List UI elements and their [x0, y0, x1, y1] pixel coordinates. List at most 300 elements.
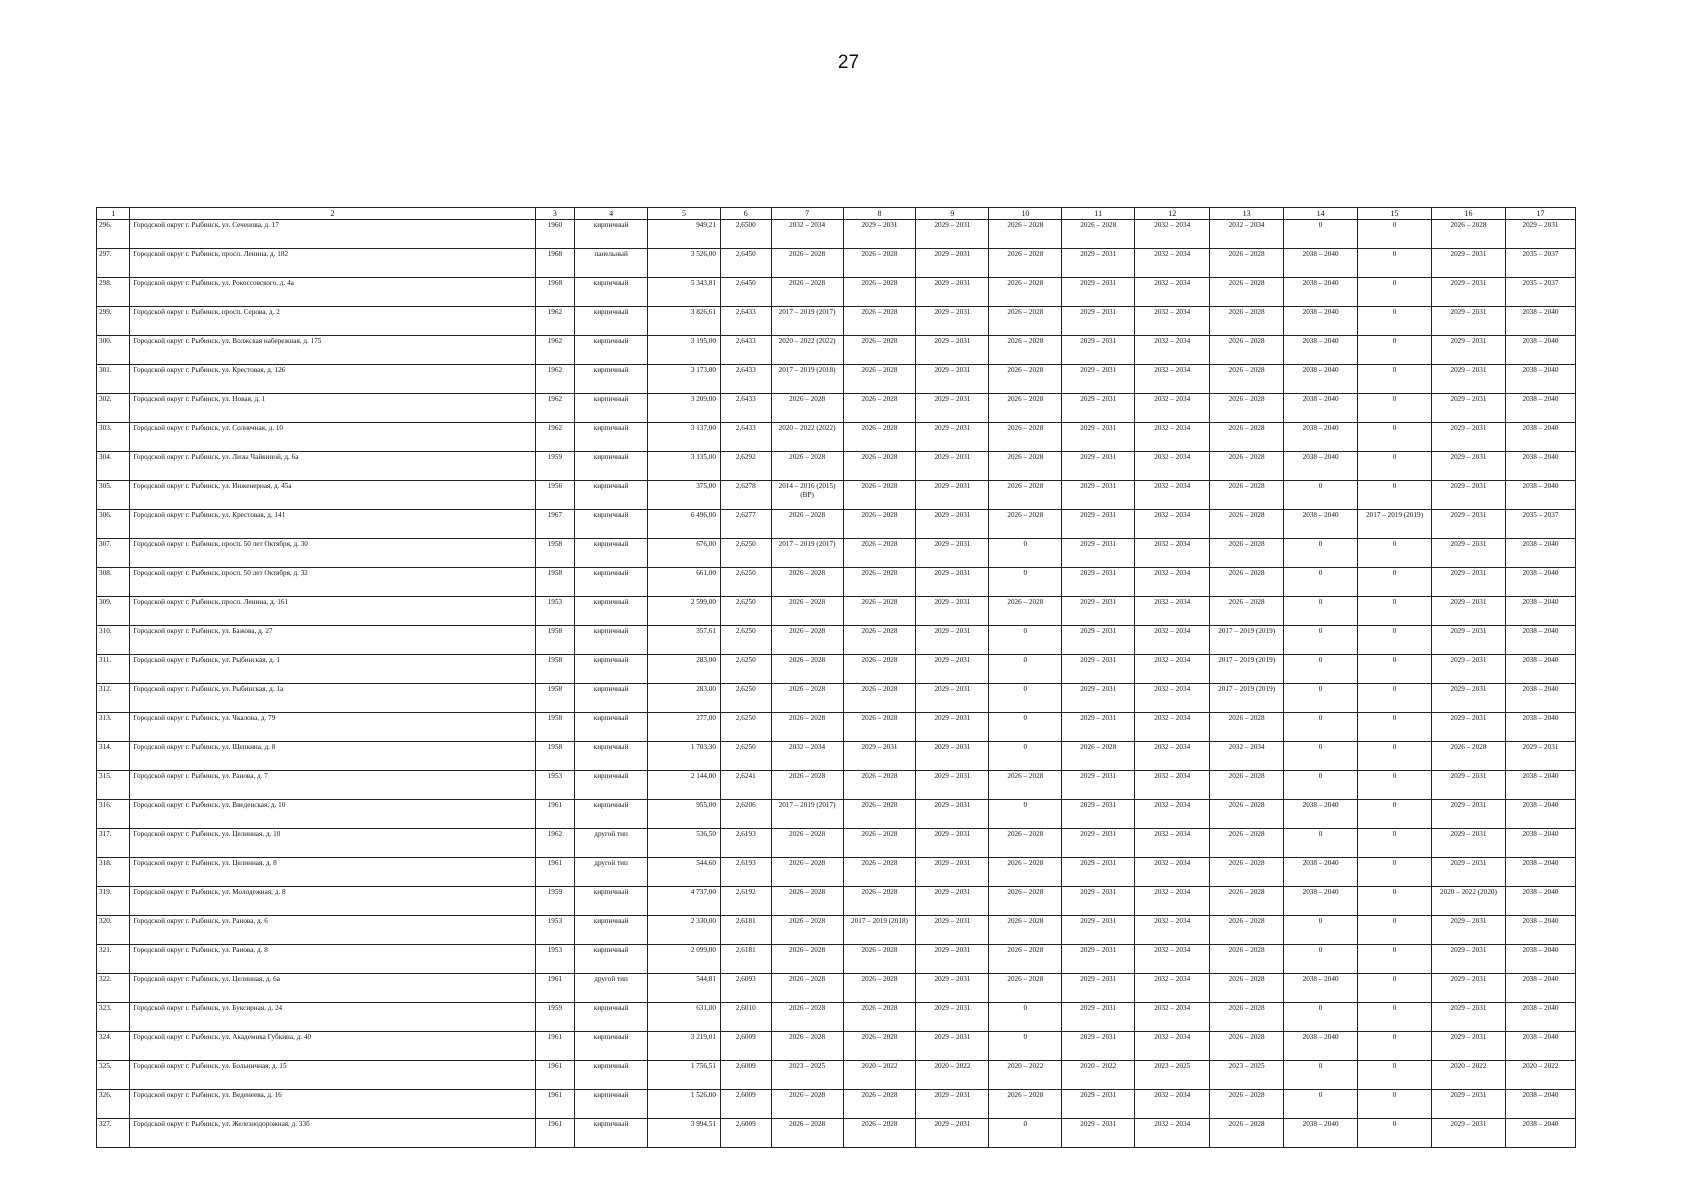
table-cell-col-9: 2029 – 2031: [916, 742, 989, 771]
table-row: [97, 800, 1576, 829]
table-cell-col-14: 0: [1284, 539, 1358, 568]
table-cell-col-9: 2029 – 2031: [916, 452, 989, 481]
table-cell-col-17: 2038 – 2040: [1505, 684, 1575, 713]
table-cell-col-4: кирпичный: [575, 626, 648, 655]
table-cell-col-2: Городской округ г. Рыбинск, ул. Рыбинская, д. 1: [130, 655, 535, 684]
table-cell-col-5: 3 994,51: [648, 1119, 721, 1148]
table-cell-col-7: 2017 – 2019 (2017): [771, 800, 843, 829]
table-cell-col-15: 0: [1358, 365, 1432, 394]
table-cell-col-15: 0: [1358, 626, 1432, 655]
table-cell-col-16: 2029 – 2031: [1431, 510, 1505, 539]
table-cell-col-8: 2026 – 2028: [843, 858, 916, 887]
table-cell-col-7: 2032 – 2034: [771, 742, 843, 771]
table-cell-col-7: 2026 – 2028: [771, 684, 843, 713]
table-cell-col-8: 2026 – 2028: [843, 829, 916, 858]
housing-register-table: [96, 207, 1576, 1148]
table-cell-col-12: 2032 – 2034: [1135, 452, 1210, 481]
table-cell-col-6: 2,6009: [720, 1119, 771, 1148]
table-cell-col-5: 357,61: [648, 626, 721, 655]
table-cell-col-13: 2026 – 2028: [1210, 539, 1284, 568]
table-cell-col-2: Городской округ г. Рыбинск, просп. 50 лет Октября, д. 32: [130, 568, 535, 597]
table-cell-col-8: 2026 – 2028: [843, 336, 916, 365]
table-cell-col-1: 323.: [97, 1003, 130, 1032]
table-cell-col-10: 0: [989, 800, 1062, 829]
table-cell-col-5: 3 209,00: [648, 394, 721, 423]
table-cell-col-10: 2026 – 2028: [989, 365, 1062, 394]
table-cell-col-6: 2,6250: [720, 655, 771, 684]
table-cell-col-1: 307.: [97, 539, 130, 568]
table-cell-col-14: 0: [1284, 742, 1358, 771]
table-cell-col-5: 1 756,51: [648, 1061, 721, 1090]
table-cell-col-5: 277,00: [648, 713, 721, 742]
table-cell-col-13: 2026 – 2028: [1210, 1090, 1284, 1119]
table-cell-col-11: 2029 – 2031: [1062, 278, 1135, 307]
table-cell-col-7: 2026 – 2028: [771, 829, 843, 858]
table-cell-col-17: 2038 – 2040: [1505, 1003, 1575, 1032]
table-cell-col-4: другой тип: [575, 829, 648, 858]
table-cell-col-6: 2,6450: [720, 278, 771, 307]
table-cell-col-5: 661,00: [648, 568, 721, 597]
table-row: [97, 597, 1576, 626]
table-cell-col-6: 2,6433: [720, 423, 771, 452]
table-cell-col-10: 2026 – 2028: [989, 510, 1062, 539]
table-cell-col-4: кирпичный: [575, 771, 648, 800]
table-cell-col-10: 0: [989, 1032, 1062, 1061]
table-cell-col-6: 2,6250: [720, 597, 771, 626]
table-cell-col-1: 311.: [97, 655, 130, 684]
table-cell-col-9: 2029 – 2031: [916, 568, 989, 597]
table-cell-col-1: 327.: [97, 1119, 130, 1148]
table-cell-col-13: 2026 – 2028: [1210, 713, 1284, 742]
table-cell-col-17: 2038 – 2040: [1505, 858, 1575, 887]
table-cell-col-1: 321.: [97, 945, 130, 974]
table-cell-col-8: 2026 – 2028: [843, 452, 916, 481]
table-cell-col-15: 0: [1358, 655, 1432, 684]
table-cell-col-7: 2017 – 2019 (2017): [771, 539, 843, 568]
table-cell-col-5: 2 330,00: [648, 916, 721, 945]
table-cell-col-4: кирпичный: [575, 394, 648, 423]
table-cell-col-12: 2032 – 2034: [1135, 220, 1210, 249]
table-cell-col-6: 2,6450: [720, 249, 771, 278]
table-cell-col-10: 2026 – 2028: [989, 858, 1062, 887]
table-cell-col-10: 0: [989, 539, 1062, 568]
column-header-15: 15: [1358, 208, 1432, 220]
table-cell-col-10: 2020 – 2022: [989, 1061, 1062, 1090]
table-cell-col-17: 2029 – 2031: [1505, 220, 1575, 249]
table-cell-col-2: Городской округ г. Рыбинск, ул. Больничная, д. 15: [130, 1061, 535, 1090]
table-cell-col-11: 2029 – 2031: [1062, 597, 1135, 626]
table-cell-col-11: 2029 – 2031: [1062, 336, 1135, 365]
table-cell-col-4: кирпичный: [575, 684, 648, 713]
table-cell-col-14: 0: [1284, 684, 1358, 713]
table-cell-col-9: 2029 – 2031: [916, 771, 989, 800]
table-cell-col-12: 2032 – 2034: [1135, 800, 1210, 829]
table-cell-col-10: 0: [989, 1119, 1062, 1148]
table-cell-col-4: панельный: [575, 249, 648, 278]
table-cell-col-7: 2017 – 2019 (2018): [771, 365, 843, 394]
table-cell-col-1: 298.: [97, 278, 130, 307]
table-row: [97, 945, 1576, 974]
column-header-11: 11: [1062, 208, 1135, 220]
table-cell-col-1: 297.: [97, 249, 130, 278]
table-cell-col-7: 2026 – 2028: [771, 394, 843, 423]
table-cell-col-1: 320.: [97, 916, 130, 945]
table-cell-col-1: 310.: [97, 626, 130, 655]
table-cell-col-13: 2026 – 2028: [1210, 336, 1284, 365]
table-cell-col-7: 2026 – 2028: [771, 887, 843, 916]
table-cell-col-12: 2032 – 2034: [1135, 568, 1210, 597]
table-cell-col-1: 299.: [97, 307, 130, 336]
table-cell-col-6: 2,6250: [720, 626, 771, 655]
table-cell-col-4: кирпичный: [575, 452, 648, 481]
table-cell-col-16: 2029 – 2031: [1431, 655, 1505, 684]
table-cell-col-11: 2029 – 2031: [1062, 307, 1135, 336]
table-cell-col-17: 2038 – 2040: [1505, 597, 1575, 626]
table-cell-col-5: 6 496,00: [648, 510, 721, 539]
table-cell-col-2: Городской округ г. Рыбинск, ул. Буксирная, д. 24: [130, 1003, 535, 1032]
table-cell-col-13: 2026 – 2028: [1210, 1119, 1284, 1148]
table-cell-col-10: 2026 – 2028: [989, 220, 1062, 249]
table-cell-col-3: 1953: [535, 771, 575, 800]
table-cell-col-12: 2032 – 2034: [1135, 1119, 1210, 1148]
table-cell-col-13: 2026 – 2028: [1210, 858, 1284, 887]
table-cell-col-16: 2029 – 2031: [1431, 858, 1505, 887]
table-row: [97, 1119, 1576, 1148]
table-cell-col-12: 2032 – 2034: [1135, 974, 1210, 1003]
table-cell-col-6: 2,6292: [720, 452, 771, 481]
table-cell-col-6: 2,6433: [720, 394, 771, 423]
table-cell-col-16: 2020 – 2022: [1431, 1061, 1505, 1090]
table-row: [97, 278, 1576, 307]
table-cell-col-17: 2038 – 2040: [1505, 452, 1575, 481]
table-cell-col-16: 2029 – 2031: [1431, 597, 1505, 626]
table-cell-col-13: 2017 – 2019 (2019): [1210, 684, 1284, 713]
table-cell-col-15: 0: [1358, 713, 1432, 742]
table-cell-col-14: 0: [1284, 597, 1358, 626]
table-cell-col-10: 2026 – 2028: [989, 249, 1062, 278]
table-cell-col-1: 324.: [97, 1032, 130, 1061]
column-header-8: 8: [843, 208, 916, 220]
table-cell-col-6: 2,6010: [720, 1003, 771, 1032]
table-cell-col-3: 1961: [535, 1119, 575, 1148]
table-cell-col-13: 2017 – 2019 (2019): [1210, 626, 1284, 655]
table-cell-col-7: 2026 – 2028: [771, 568, 843, 597]
table-cell-col-5: 1 526,00: [648, 1090, 721, 1119]
table-cell-col-17: 2038 – 2040: [1505, 655, 1575, 684]
table-cell-col-16: 2020 – 2022 (2020): [1431, 887, 1505, 916]
table-cell-col-14: 0: [1284, 771, 1358, 800]
table-cell-col-13: 2026 – 2028: [1210, 481, 1284, 510]
table-row: [97, 452, 1576, 481]
table-cell-col-8: 2026 – 2028: [843, 1003, 916, 1032]
table-row: [97, 771, 1576, 800]
table-cell-col-7: 2020 – 2022 (2022): [771, 423, 843, 452]
table-cell-col-10: 0: [989, 684, 1062, 713]
table-cell-col-3: 1962: [535, 365, 575, 394]
table-cell-col-4: кирпичный: [575, 1119, 648, 1148]
table-cell-col-5: 283,00: [648, 655, 721, 684]
column-header-12: 12: [1135, 208, 1210, 220]
table-cell-col-13: 2026 – 2028: [1210, 568, 1284, 597]
table-cell-col-10: 2026 – 2028: [989, 278, 1062, 307]
table-cell-col-12: 2032 – 2034: [1135, 742, 1210, 771]
table-cell-col-16: 2029 – 2031: [1431, 481, 1505, 510]
table-cell-col-10: 0: [989, 626, 1062, 655]
table-cell-col-2: Городской округ г. Рыбинск, ул. Волжская набережная, д. 175: [130, 336, 535, 365]
table-cell-col-1: 312.: [97, 684, 130, 713]
table-cell-col-16: 2029 – 2031: [1431, 1090, 1505, 1119]
table-cell-col-8: 2026 – 2028: [843, 423, 916, 452]
table-cell-col-11: 2029 – 2031: [1062, 655, 1135, 684]
table-cell-col-11: 2029 – 2031: [1062, 539, 1135, 568]
table-cell-col-9: 2029 – 2031: [916, 481, 989, 510]
table-cell-col-16: 2029 – 2031: [1431, 800, 1505, 829]
table-cell-col-14: 0: [1284, 1061, 1358, 1090]
table-cell-col-6: 2,6192: [720, 887, 771, 916]
column-header-17: 17: [1505, 208, 1575, 220]
table-cell-col-2: Городской округ г. Рыбинск, ул. Веденеева, д. 16: [130, 1090, 535, 1119]
table-cell-col-15: 0: [1358, 916, 1432, 945]
table-cell-col-15: 0: [1358, 800, 1432, 829]
table-cell-col-1: 317.: [97, 829, 130, 858]
table-cell-col-15: 0: [1358, 974, 1432, 1003]
table-cell-col-1: 303.: [97, 423, 130, 452]
table-cell-col-16: 2029 – 2031: [1431, 1119, 1505, 1148]
table-cell-col-1: 319.: [97, 887, 130, 916]
table-cell-col-2: Городской округ г. Рыбинск, ул. Молодежная, д. 8: [130, 887, 535, 916]
table-cell-col-7: 2026 – 2028: [771, 597, 843, 626]
table-cell-col-14: 2038 – 2040: [1284, 510, 1358, 539]
table-cell-col-9: 2029 – 2031: [916, 1003, 989, 1032]
table-cell-col-16: 2029 – 2031: [1431, 336, 1505, 365]
table-cell-col-2: Городской округ г. Рыбинск, ул. Крестовая, д. 126: [130, 365, 535, 394]
table-cell-col-7: 2014 – 2016 (2015) (ВР): [771, 481, 843, 510]
table-row: [97, 1061, 1576, 1090]
table-cell-col-9: 2029 – 2031: [916, 307, 989, 336]
table-cell-col-2: Городской округ г. Рыбинск, ул. Ранова, д. 7: [130, 771, 535, 800]
column-header-9: 9: [916, 208, 989, 220]
table-cell-col-11: 2029 – 2031: [1062, 510, 1135, 539]
table-cell-col-3: 1959: [535, 1003, 575, 1032]
table-cell-col-11: 2029 – 2031: [1062, 423, 1135, 452]
table-cell-col-5: 3 195,00: [648, 336, 721, 365]
table-cell-col-7: 2026 – 2028: [771, 1003, 843, 1032]
table-cell-col-15: 0: [1358, 394, 1432, 423]
table-cell-col-16: 2029 – 2031: [1431, 365, 1505, 394]
table-cell-col-15: 0: [1358, 829, 1432, 858]
table-cell-col-11: 2029 – 2031: [1062, 713, 1135, 742]
table-cell-col-7: 2026 – 2028: [771, 713, 843, 742]
table-cell-col-5: 1 703,30: [648, 742, 721, 771]
table-cell-col-8: 2026 – 2028: [843, 626, 916, 655]
table-cell-col-7: 2026 – 2028: [771, 945, 843, 974]
table-cell-col-5: 5 343,81: [648, 278, 721, 307]
table-cell-col-2: Городской округ г. Рыбинск, ул. Железнодорожная, д. 33б: [130, 1119, 535, 1148]
table-cell-col-15: 0: [1358, 597, 1432, 626]
table-cell-col-13: 2026 – 2028: [1210, 1032, 1284, 1061]
table-cell-col-6: 2,6009: [720, 1090, 771, 1119]
table-cell-col-9: 2029 – 2031: [916, 713, 989, 742]
table-cell-col-11: 2029 – 2031: [1062, 1032, 1135, 1061]
table-cell-col-4: кирпичный: [575, 597, 648, 626]
table-cell-col-16: 2029 – 2031: [1431, 916, 1505, 945]
table-cell-col-15: 0: [1358, 1061, 1432, 1090]
table-cell-col-10: 2026 – 2028: [989, 452, 1062, 481]
table-cell-col-17: 2038 – 2040: [1505, 539, 1575, 568]
table-cell-col-11: 2029 – 2031: [1062, 365, 1135, 394]
table-cell-col-12: 2032 – 2034: [1135, 394, 1210, 423]
table-cell-col-10: 2026 – 2028: [989, 336, 1062, 365]
table-cell-col-12: 2032 – 2034: [1135, 307, 1210, 336]
table-cell-col-12: 2032 – 2034: [1135, 916, 1210, 945]
table-cell-col-1: 315.: [97, 771, 130, 800]
table-cell-col-8: 2026 – 2028: [843, 365, 916, 394]
table-cell-col-1: 309.: [97, 597, 130, 626]
table-cell-col-17: 2038 – 2040: [1505, 481, 1575, 510]
table-cell-col-10: 2026 – 2028: [989, 394, 1062, 423]
table-cell-col-12: 2032 – 2034: [1135, 858, 1210, 887]
table-cell-col-5: 544,60: [648, 858, 721, 887]
table-cell-col-14: 0: [1284, 655, 1358, 684]
table-cell-col-12: 2032 – 2034: [1135, 539, 1210, 568]
table-cell-col-10: 0: [989, 742, 1062, 771]
table-cell-col-1: 326.: [97, 1090, 130, 1119]
table-cell-col-13: 2026 – 2028: [1210, 597, 1284, 626]
table-cell-col-9: 2029 – 2031: [916, 394, 989, 423]
table-cell-col-3: 1958: [535, 655, 575, 684]
table-cell-col-11: 2029 – 2031: [1062, 249, 1135, 278]
table-row: [97, 684, 1576, 713]
table-cell-col-16: 2029 – 2031: [1431, 539, 1505, 568]
table-cell-col-7: 2026 – 2028: [771, 1032, 843, 1061]
table-cell-col-16: 2029 – 2031: [1431, 394, 1505, 423]
table-cell-col-16: 2029 – 2031: [1431, 278, 1505, 307]
table-cell-col-6: 2,6193: [720, 829, 771, 858]
table-cell-col-6: 2,6009: [720, 1032, 771, 1061]
table-cell-col-1: 322.: [97, 974, 130, 1003]
table-cell-col-3: 1961: [535, 800, 575, 829]
table-cell-col-12: 2032 – 2034: [1135, 365, 1210, 394]
table-cell-col-3: 1962: [535, 423, 575, 452]
table-cell-col-16: 2029 – 2031: [1431, 771, 1505, 800]
table-cell-col-13: 2026 – 2028: [1210, 249, 1284, 278]
table-cell-col-14: 0: [1284, 220, 1358, 249]
table-cell-col-16: 2029 – 2031: [1431, 307, 1505, 336]
table-cell-col-8: 2026 – 2028: [843, 887, 916, 916]
table-cell-col-14: 0: [1284, 481, 1358, 510]
table-cell-col-4: кирпичный: [575, 510, 648, 539]
table-cell-col-15: 0: [1358, 742, 1432, 771]
page-number: 27: [837, 52, 860, 73]
table-cell-col-13: 2026 – 2028: [1210, 278, 1284, 307]
table-cell-col-7: 2023 – 2025: [771, 1061, 843, 1090]
table-cell-col-13: 2026 – 2028: [1210, 510, 1284, 539]
table-cell-col-5: 2 599,00: [648, 597, 721, 626]
table-cell-col-2: Городской округ г. Рыбинск, ул. Крестовая, д. 141: [130, 510, 535, 539]
table-cell-col-15: 0: [1358, 1032, 1432, 1061]
table-cell-col-11: 2029 – 2031: [1062, 800, 1135, 829]
table-cell-col-3: 1961: [535, 974, 575, 1003]
table-cell-col-17: 2038 – 2040: [1505, 336, 1575, 365]
table-cell-col-9: 2029 – 2031: [916, 974, 989, 1003]
table-cell-col-5: 631,00: [648, 1003, 721, 1032]
table-cell-col-13: 2026 – 2028: [1210, 365, 1284, 394]
table-cell-col-16: 2029 – 2031: [1431, 1003, 1505, 1032]
table-cell-col-10: 0: [989, 713, 1062, 742]
table-cell-col-14: 2038 – 2040: [1284, 336, 1358, 365]
table-cell-col-1: 318.: [97, 858, 130, 887]
table-cell-col-2: Городской округ г. Рыбинск, просп. Ленина, д. 182: [130, 249, 535, 278]
table-cell-col-8: 2026 – 2028: [843, 1090, 916, 1119]
table-cell-col-17: 2038 – 2040: [1505, 800, 1575, 829]
table-cell-col-15: 0: [1358, 278, 1432, 307]
table-cell-col-3: 1958: [535, 713, 575, 742]
table-cell-col-5: 2 099,00: [648, 945, 721, 974]
table-cell-col-2: Городской округ г. Рыбинск, ул. Целинная, д. 10: [130, 829, 535, 858]
table-cell-col-7: 2020 – 2022 (2022): [771, 336, 843, 365]
column-header-16: 16: [1431, 208, 1505, 220]
table-cell-col-6: 2,6093: [720, 974, 771, 1003]
table-cell-col-10: 0: [989, 568, 1062, 597]
table-cell-col-4: кирпичный: [575, 800, 648, 829]
table-cell-col-7: 2026 – 2028: [771, 858, 843, 887]
table-cell-col-7: 2017 – 2019 (2017): [771, 307, 843, 336]
table-cell-col-11: 2029 – 2031: [1062, 916, 1135, 945]
table-cell-col-12: 2032 – 2034: [1135, 684, 1210, 713]
table-cell-col-6: 2,6433: [720, 336, 771, 365]
table-cell-col-2: Городской округ г. Рыбинск, ул. Сеченова, д. 17: [130, 220, 535, 249]
table-cell-col-9: 2029 – 2031: [916, 1090, 989, 1119]
table-row: [97, 539, 1576, 568]
table-header: [97, 208, 1576, 220]
column-number-row: [97, 208, 1576, 220]
table-row: [97, 974, 1576, 1003]
table-cell-col-2: Городской округ г. Рыбинск, ул. Солнечная, д. 10: [130, 423, 535, 452]
table-cell-col-11: 2029 – 2031: [1062, 1090, 1135, 1119]
table-cell-col-11: 2026 – 2028: [1062, 220, 1135, 249]
table-cell-col-14: 0: [1284, 829, 1358, 858]
table-cell-col-14: 0: [1284, 916, 1358, 945]
table-cell-col-17: 2038 – 2040: [1505, 307, 1575, 336]
table-cell-col-4: кирпичный: [575, 713, 648, 742]
table-cell-col-11: 2029 – 2031: [1062, 626, 1135, 655]
table-cell-col-4: другой тип: [575, 974, 648, 1003]
table-cell-col-8: 2026 – 2028: [843, 684, 916, 713]
table-cell-col-3: 1958: [535, 684, 575, 713]
table-cell-col-3: 1960: [535, 220, 575, 249]
table-cell-col-16: 2029 – 2031: [1431, 1032, 1505, 1061]
table-cell-col-2: Городской округ г. Рыбинск, ул. Введенская, д. 10: [130, 800, 535, 829]
table-cell-col-4: кирпичный: [575, 916, 648, 945]
table-cell-col-11: 2029 – 2031: [1062, 1119, 1135, 1148]
table-cell-col-15: 0: [1358, 423, 1432, 452]
table-cell-col-13: 2026 – 2028: [1210, 829, 1284, 858]
table-cell-col-6: 2,6009: [720, 1061, 771, 1090]
column-header-1: 1: [97, 208, 130, 220]
table-cell-col-13: 2026 – 2028: [1210, 916, 1284, 945]
table-cell-col-15: 0: [1358, 249, 1432, 278]
table-cell-col-17: 2038 – 2040: [1505, 829, 1575, 858]
table-cell-col-3: 1962: [535, 336, 575, 365]
table-cell-col-17: 2038 – 2040: [1505, 568, 1575, 597]
table-cell-col-12: 2032 – 2034: [1135, 713, 1210, 742]
column-header-2: 2: [130, 208, 535, 220]
table-cell-col-11: 2029 – 2031: [1062, 1003, 1135, 1032]
table-cell-col-13: 2026 – 2028: [1210, 887, 1284, 916]
table-cell-col-6: 2,6250: [720, 742, 771, 771]
table-cell-col-17: 2020 – 2022: [1505, 1061, 1575, 1090]
column-header-6: 6: [720, 208, 771, 220]
